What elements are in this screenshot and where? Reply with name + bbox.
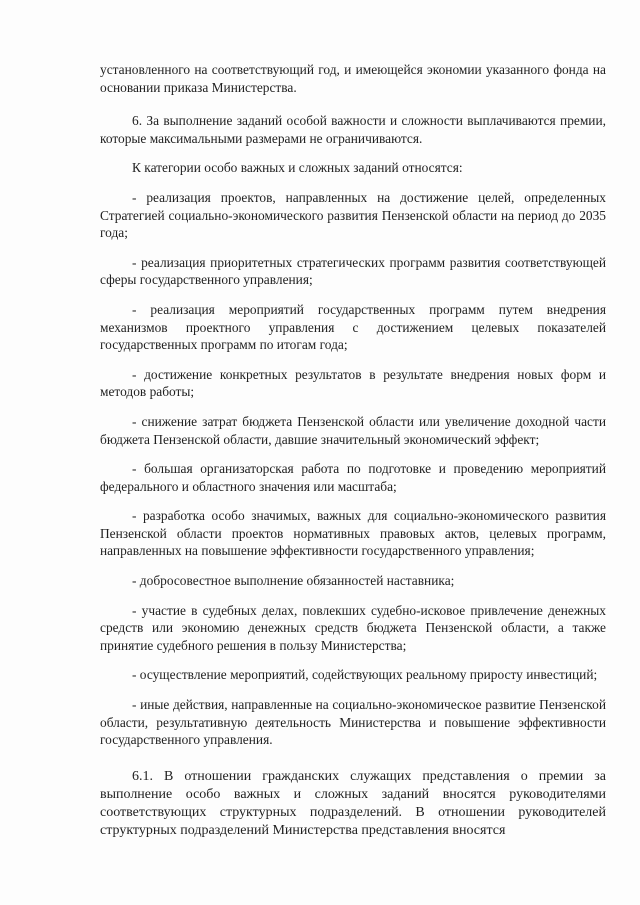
paragraph-6: 6. За выполнение заданий особой важности и сложности выплачиваются премии, которые максимальными размерами не ограничиваются. <box>100 113 606 146</box>
document-body <box>100 61 606 840</box>
categories-intro: К категории особо важных и сложных заданий относятся: <box>132 160 463 176</box>
list-item: - осуществление мероприятий, содействующих реальному приросту инвестиций; <box>132 667 598 683</box>
list-item: - реализация мероприятий государственных программ путем внедрения механизмов проектного управления с достижением целевых показателей государственных программ по итогам года; <box>100 301 606 353</box>
paragraph-continuation: установленного на соответствующий год, и имеющейся экономии указанного фонда на основании приказа Министерства. <box>100 62 606 95</box>
list-item: - иные действия, направленные на социально-экономическое развитие Пензенской области, результативную деятельность Министерства и повышение эффективности государственного управления. <box>100 697 606 748</box>
list-item: - большая организаторская работа по подготовке и проведению мероприятий федерального и областного значения или масштаба; <box>100 461 606 494</box>
list-item: - разработка особо значимых, важных для социально-экономического развития Пензенской области проектов нормативных правовых актов, целевых программ, направленных на повышение эффективности государственного управления; <box>100 508 606 559</box>
list-item: - реализация приоритетных стратегических программ развития соответствующей сферы государственного управления; <box>100 254 606 288</box>
paragraph-6-1: 6.1. В отношении гражданских служащих представления о премии за выполнение особо важных и сложных заданий вносятся руководителями соответствующих структурных подразделений. В отношении руководителей структурных подразделений Министерства представления вносятся <box>100 768 606 838</box>
list-item: - участие в судебных делах, повлекших судебно-исковое привлечение денежных средств или экономию денежных средств бюджета Пензенской области, а также принятие судебного решения в пользу Министерства; <box>100 602 606 653</box>
list-item: - добросовестное выполнение обязанностей наставника; <box>132 573 455 589</box>
list-item: - достижение конкретных результатов в результате внедрения новых форм и методов работы; <box>100 366 606 400</box>
list-item: - снижение затрат бюджета Пензенской области или увеличение доходной части бюджета Пензенской области, давшие значительный экономический эффект; <box>100 413 606 447</box>
list-item: - реализация проектов, направленных на достижение целей, определенных Стратегией социально-экономического развития Пензенской области на период до 2035 года; <box>100 189 606 241</box>
